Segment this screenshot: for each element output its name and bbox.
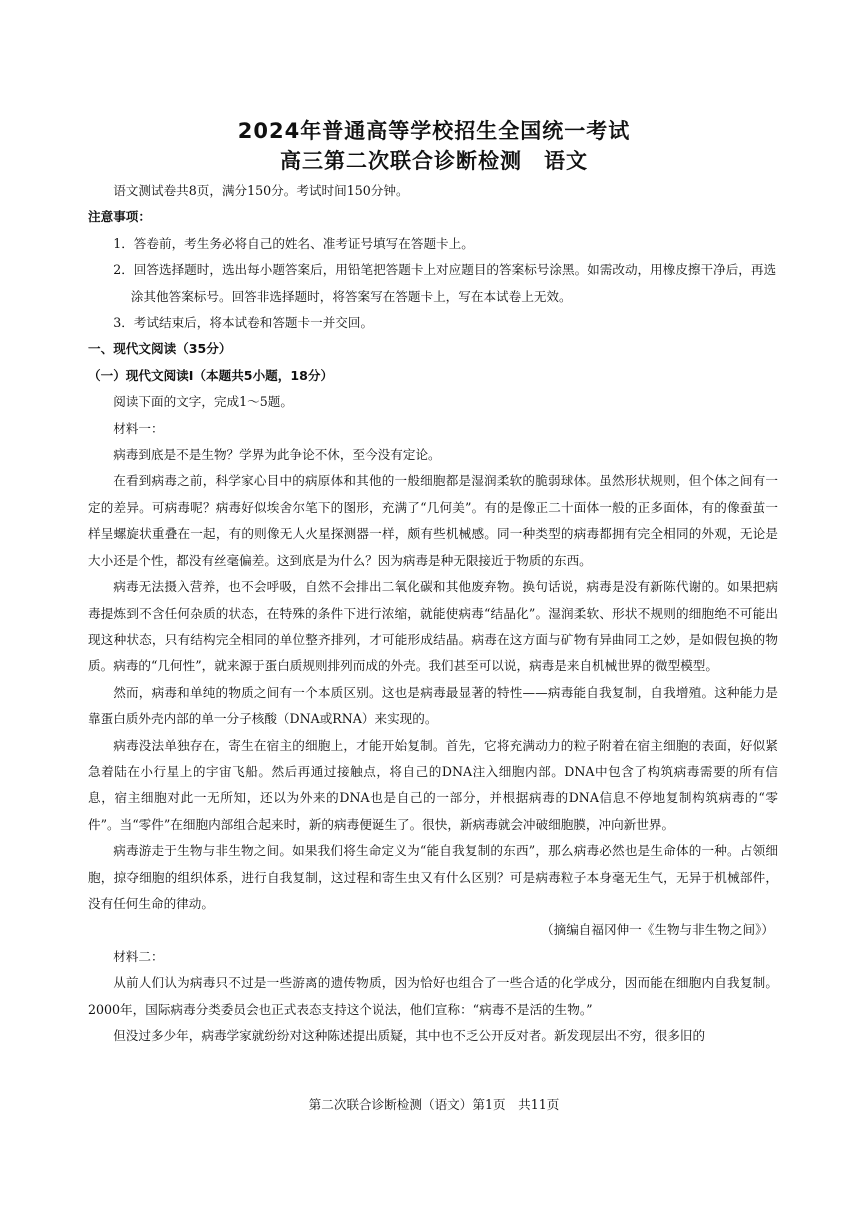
paragraph: 然而，病毒和单纯的物质之间有一个本质区别。这也是病毒最显著的特性——病毒能自我复制，自我增殖。这种能力是靠蛋白质外壳内部的单一分子核酸（DNA或RNA）来实现的。 — [88, 684, 778, 727]
paragraph: 病毒到底是不是生物？学界为此争论不休，至今没有定论。 — [113, 447, 441, 463]
notice-item: 1．答卷前，考生务必将自己的姓名、准考证号填写在答题卡上。 — [113, 235, 474, 251]
notice-item: 3．考试结束后，将本试卷和答题卡一并交回。 — [113, 315, 374, 331]
title-block — [0, 116, 868, 176]
section-heading: 一、现代文阅读（35分） — [88, 341, 232, 357]
exam-body — [88, 178, 778, 1049]
paragraph: 在看到病毒之前，科学家心目中的病原体和其他的一般细胞都是湿润柔软的脆弱球体。虽然形状规则，但个体之间有一定的差异。可病毒呢？病毒好似埃舍尔笔下的图形，充满了“几何美”。有的是像正二十面体一般的正多面体，有的像蚕茧一样呈螺旋状重叠在一起，有的则像无人火星探测器一样，颇有些机械感。同一种类型的病毒都拥有完全相同的外观，无论是大小还是个性，都没有丝毫偏差。这到底是为什么？因为病毒是种无限接近于物质的东西。 — [88, 473, 778, 568]
material-1-label: 材料一： — [113, 420, 164, 436]
notice-heading: 注意事项： — [88, 209, 151, 225]
paragraph: 病毒无法摄入营养，也不会呼吸，自然不会排出二氧化碳和其他废弃物。换句话说，病毒是没有新陈代谢的。如果把病毒提炼到不含任何杂质的状态，在特殊的条件下进行浓缩，就能使病毒“结晶化”。湿润柔软、形状不规则的细胞绝不可能出现这种状态，只有结构完全相同的单位整齐排列，才可能形成结晶。病毒在这方面与矿物有异曲同工之妙，是如假包换的物质。病毒的“几何性”，就来源于蛋白质规则排列而成的外壳。我们甚至可以说，病毒是来自机械世界的微型模型。 — [88, 579, 778, 674]
paragraph: 病毒游走于生物与非生物之间。如果我们将生命定义为“能自我复制的东西”，那么病毒必然也是生命体的一种。占领细胞，掠夺细胞的组织体系，进行自我复制，这过程和寄生虫又有什么区别？可是病毒粒子本身毫无生气，无异于机械部件，没有任何生命的律动。 — [88, 843, 778, 911]
material-2-label: 材料二： — [113, 948, 164, 964]
paragraph: 但没过多少年，病毒学家就纷纷对这种陈述提出质疑，其中也不乏公开反对者。新发现层出不穷，很多旧的 — [113, 1028, 706, 1043]
reading-instruction: 阅读下面的文字，完成1～5题。 — [113, 394, 293, 410]
notice-item: 2．回答选择题时，选出每小题答案后，用铅笔把答题卡上对应题目的答案标号涂黑。如需改动，用橡皮擦干净后，再选涂其他答案标号。回答非选择题时，将答案写在答题卡上，写在本试卷上无效。 — [113, 262, 777, 304]
material-1-source: （摘编自福冈伸一《生物与非生物之间》） — [541, 922, 774, 938]
subsection-heading: （一）现代文阅读Ⅰ（本题共5小题，18分） — [88, 367, 334, 383]
exam-intro: 语文测试卷共8页，满分150分。考试时间150分钟。 — [113, 183, 409, 198]
paragraph: 从前人们认为病毒只不过是一些游离的遗传物质，因为恰好也组合了一些合适的化学成分，因而能在细胞内自我复制。2000年，国际病毒分类委员会也正式表态支持这个说法，他们宣称：“病毒不是活的生物。” — [88, 975, 778, 1017]
page-footer: 第二次联合诊断检测（语文）第1页 共11页 — [308, 1097, 560, 1112]
exam-subtitle: 高三第二次联合诊断检测 语文 — [280, 149, 588, 173]
exam-title: 2024年普通高等学校招生全国统一考试 — [237, 119, 631, 143]
paragraph: 病毒没法单独存在，寄生在宿主的细胞上，才能开始复制。首先，它将充满动力的粒子附着在宿主细胞的表面，好似紧急着陆在小行星上的宇宙飞船。然后再通过接触点，将自己的DNA注入细胞内部。DNA中包含了构筑病毒需要的所有信息，宿主细胞对此一无所知，还以为外来的DNA也是自己的一部分，并根据病毒的DNA信息不停地复制构筑病毒的“零件”。当“零件”在细胞内部组合起来时，新的病毒便诞生了。很快，新病毒就会冲破细胞膜，冲向新世界。 — [88, 737, 778, 832]
